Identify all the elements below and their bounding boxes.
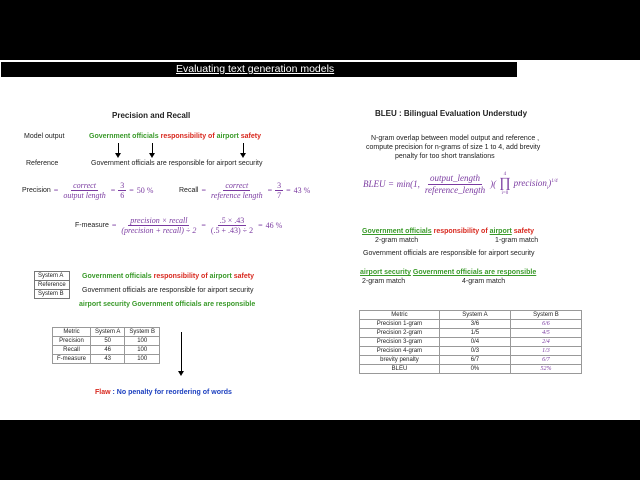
table-cell: 100 (125, 337, 160, 346)
system-a-red-1: responsibility of (153, 273, 208, 280)
table-row (360, 365, 582, 374)
table-row (360, 320, 582, 329)
ex1-red-2: safety (513, 228, 534, 235)
fmeasure-label: F-measure (75, 222, 109, 230)
model-output-red-1: responsibility of (160, 133, 215, 140)
precision-vnum: 3 (120, 181, 125, 190)
table-cell: BLEU (360, 365, 440, 374)
precision-recall-heading: Precision and Recall (112, 111, 191, 120)
bleu-sub: i (546, 185, 549, 191)
table-cell: 6/6 (510, 320, 581, 329)
table-cell: Precision 3-gram (360, 338, 440, 347)
fmeasure-formula: F-measure = $\frac{\text{precision × recall}}{\text{(precision + recall) ÷ 2}}$ = $\frac{.5 \times .43}{(.5 + .43) \div 2}$ = 46 % (75, 216, 283, 236)
table-cell: 43 (91, 355, 125, 364)
bleu-exp-num: 1 (551, 178, 554, 184)
systems-label-table (34, 271, 70, 299)
model-output-text (89, 133, 261, 140)
table-row (53, 346, 160, 355)
bleu-close: )( (490, 179, 497, 189)
bleu-desc-1: N-gram overlap between model output and reference , (371, 135, 540, 142)
fmeasure-num: precision × recall (130, 216, 188, 225)
system-b-label: System B (35, 290, 70, 299)
product-operator (499, 172, 511, 196)
table-header-row (360, 311, 582, 320)
bleu-den: reference_length (424, 184, 486, 195)
model-output-label: Model output (24, 133, 65, 140)
flaw-note (95, 389, 232, 396)
table-row (360, 329, 582, 338)
ex2-label-2: 4-gram match (462, 278, 506, 285)
table-header: System B (125, 328, 160, 337)
precision-num: correct (73, 181, 96, 190)
fmeasure-result: 46 % (265, 221, 283, 231)
table-header-row (53, 328, 160, 337)
system-a-red-2: safety (233, 273, 254, 280)
table-cell: 100 (125, 355, 160, 364)
bleu-example-2 (360, 269, 536, 276)
bleu-lhs: BLEU (363, 179, 386, 189)
ex1-label-1: 2-gram match (375, 237, 419, 244)
table-cell: 0/3 (439, 347, 510, 356)
recall-formula: Recall = $\frac{\text{correct}}{\text{reference length}}$ = $\frac{3}{7}$ = 43 % (179, 181, 311, 201)
table-header: Metric (360, 311, 440, 320)
table-to-flaw-arrow (181, 332, 182, 372)
bleu-term: precision (513, 177, 547, 188)
table-cell: Precision (53, 337, 91, 346)
model-output-red-2: safety (240, 133, 261, 140)
product-bottom: i=0 (501, 191, 509, 196)
recall-vnum: 3 (277, 181, 282, 190)
match-arrow-1 (118, 143, 119, 154)
precision-den: output length (63, 191, 106, 201)
bleu-reference-text: Government officials are responsible for airport security (363, 250, 535, 257)
reference-text: Government officials are responsible for airport security (91, 160, 263, 167)
table-row (53, 355, 160, 364)
slide (0, 60, 640, 420)
table-header: System A (439, 311, 510, 320)
table-cell: 0/4 (439, 338, 510, 347)
ex1-green-2: airport (489, 228, 512, 235)
model-output-green-1: Government officials (89, 133, 159, 140)
table-cell: Precision 2-gram (360, 329, 440, 338)
left-metrics-table (52, 327, 160, 364)
flaw-text: : No penalty for reordering of words (112, 389, 232, 396)
fmeasure-vden: (.5 + .43) ÷ 2 (210, 226, 254, 236)
table-header: System B (510, 311, 581, 320)
bleu-formula: BLEU = min(1, $\frac{\text{output\_length}}{\text{reference\_length}}$ )( 4 ∏ i=0 precision$_i$)$^{1/4}$ (363, 172, 558, 196)
recall-num: correct (225, 181, 249, 190)
table-cell: brevity penalty (360, 356, 440, 365)
table-cell: 6/7 (439, 356, 510, 365)
product-top: 4 (503, 172, 507, 177)
match-arrow-3 (243, 143, 244, 154)
ex1-red-1: responsibility of (433, 228, 488, 235)
table-row (53, 337, 160, 346)
table-cell: Recall (53, 346, 91, 355)
precision-label: Precision (22, 187, 51, 195)
recall-label: Recall (179, 187, 199, 195)
ex1-label-2: 1-gram match (495, 237, 539, 244)
recall-vden: 7 (277, 191, 282, 201)
ex2-label-1: 2-gram match (362, 278, 406, 285)
fmeasure-den: (precision + recall) ÷ 2 (121, 226, 197, 236)
table-row (360, 338, 582, 347)
ex2-green-2: Government officials are responsible (412, 269, 537, 276)
ex1-green-1: Government officials (362, 228, 432, 235)
bleu-num: output_length (429, 173, 480, 184)
table-cell: 100 (125, 346, 160, 355)
table-cell: F-measure (53, 355, 91, 364)
table-cell: 4/5 (510, 329, 581, 338)
slide-title: Evaluating text generation models (176, 63, 335, 75)
table-header: System A (91, 328, 125, 337)
bleu-metrics-table (359, 310, 582, 374)
system-ref-label: Reference (35, 281, 70, 290)
precision-formula: Precision = $\frac{\text{correct}}{\text{output length}}$ = $\frac{3}{6}$ = 50 % (22, 181, 154, 201)
table-cell: 6/7 (510, 356, 581, 365)
table-row (360, 356, 582, 365)
bleu-desc-2: compute precision for n-grams of size 1 to 4, add brevity (366, 144, 541, 151)
bleu-example-1 (362, 228, 534, 235)
table-cell: 52% (510, 365, 581, 374)
bleu-end: ) (548, 177, 552, 188)
product-symbol: ∏ (499, 176, 511, 191)
system-b-output: airport security Government officials are responsible (79, 301, 256, 308)
table-row (360, 347, 582, 356)
table-cell: 1/3 (510, 347, 581, 356)
table-cell: 0% (439, 365, 510, 374)
match-arrow-2 (152, 143, 153, 154)
table-cell: 1/5 (439, 329, 510, 338)
title-bar (1, 62, 517, 77)
precision-vden: 6 (120, 191, 125, 201)
system-a-green-1: Government officials (82, 273, 152, 280)
fmeasure-vnum: .5 × .43 (219, 216, 245, 225)
reference-label: Reference (26, 160, 59, 167)
flaw-label: Flaw (95, 389, 111, 396)
table-cell: 2/4 (510, 338, 581, 347)
bleu-exp-den: 4 (555, 178, 558, 184)
system-ref-text: Government officials are responsible for airport security (82, 287, 254, 294)
recall-den: reference length (210, 191, 263, 201)
table-cell: Precision 4-gram (360, 347, 440, 356)
table-header: Metric (53, 328, 91, 337)
bleu-desc-3: penalty for too short translations (395, 153, 495, 160)
table-cell: 3/6 (439, 320, 510, 329)
system-a-label: System A (35, 272, 70, 281)
system-a-green-2: airport (209, 273, 232, 280)
table-cell: 50 (91, 337, 125, 346)
bleu-min: min(1, (396, 179, 420, 189)
recall-result: 43 % (293, 186, 311, 196)
table-cell: Precision 1-gram (360, 320, 440, 329)
bleu-heading: BLEU : Bilingual Evaluation Understudy (375, 109, 528, 118)
system-a-output (82, 273, 254, 280)
ex2-green-1: airport security (360, 269, 411, 276)
precision-result: 50 % (136, 186, 154, 196)
table-cell: 46 (91, 346, 125, 355)
model-output-green-2: airport (216, 133, 239, 140)
